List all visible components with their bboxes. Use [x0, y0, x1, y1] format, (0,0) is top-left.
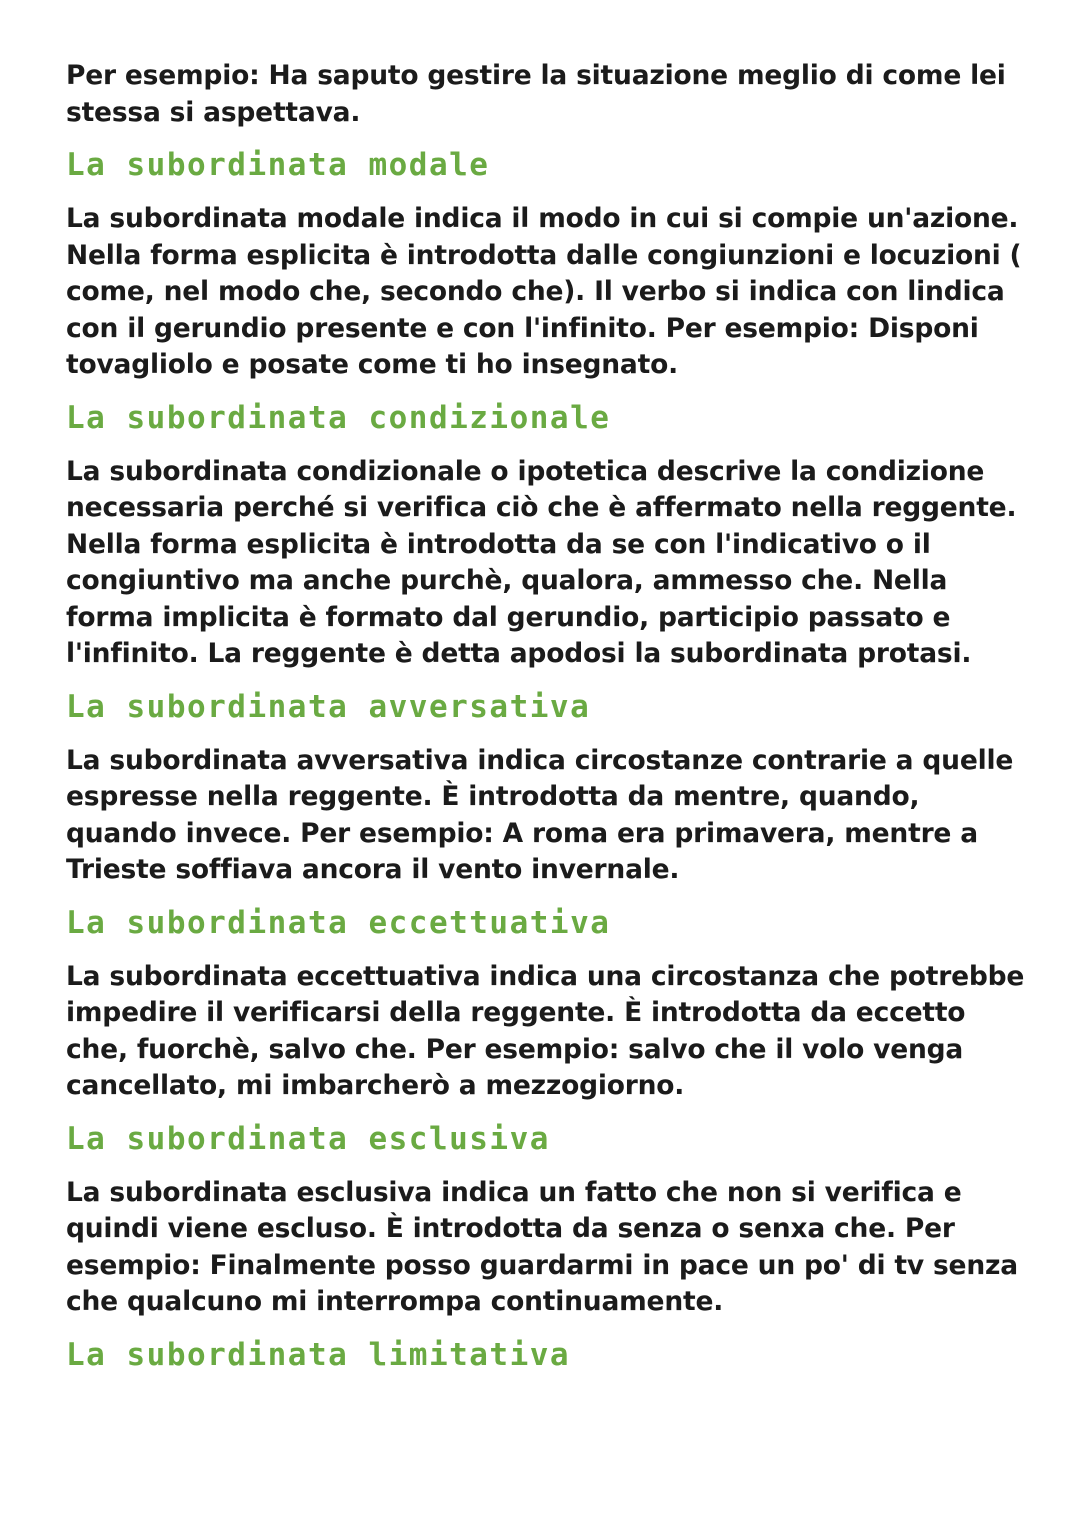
heading-eccettuativa: La subordinata eccettuativa [66, 904, 611, 941]
heading-limitativa: La subordinata limitativa [66, 1336, 571, 1373]
paragraph-modale: La subordinata modale indica il modo in cui si compie un'azione. Nella forma esplicita è introdotta dalle congiunzioni e locuzioni ( come, nel modo che, secondo che). Il verbo si indica con lindica con il gerundio presente e con l'infinito. Per esempio: Disponi tovagliolo e posate come ti ho insegnato. [66, 203, 1022, 380]
notes-page [66, 58, 1026, 1375]
paragraph-avversativa: La subordinata avversativa indica circostanze contrarie a quelle espresse nella reggente. È introdotta da mentre, quando, quando invece. Per esempio: A roma era primavera, mentre a Trieste soffiava ancora il vento invernale. [66, 744, 1014, 885]
heading-avversativa: La subordinata avversativa [66, 688, 591, 725]
heading-esclusiva: La subordinata esclusiva [66, 1120, 550, 1157]
paragraph-eccettuativa: La subordinata eccettuativa indica una circostanza che potrebbe impedire il verificarsi della reggente. È introdotta da eccetto che, fuorchè, salvo che. Per esempio: salvo che il volo venga cancellato, mi imbarcherò a mezzogiorno. [66, 960, 1025, 1101]
heading-condizionale: La subordinata condizionale [66, 399, 611, 436]
heading-modale: La subordinata modale [66, 147, 490, 183]
paragraph-condizionale: La subordinata condizionale o ipotetica descrive la condizione necessaria perché si verifica ciò che è affermato nella reggente. Nella forma esplicita è introdotta da se con l'indicativo o il congiuntivo ma anche purchè, qualora, ammesso che. Nella forma implicita è formato dal gerundio, participio passato e l'infinito. La reggente è detta apodosi la subordinata protasi. [66, 455, 1017, 669]
paragraph-esclusiva: La subordinata esclusiva indica un fatto che non si verifica e quindi viene escluso. È introdotta da senza o senxa che. Per esempio: Finalmente posso guardarmi in pace un po' di tv senza che qualcuno mi interrompa continuamente. [66, 1176, 1018, 1317]
intro-paragraph: Per esempio: Ha saputo gestire la situazione meglio di come lei stessa si aspettava. [66, 60, 1006, 128]
